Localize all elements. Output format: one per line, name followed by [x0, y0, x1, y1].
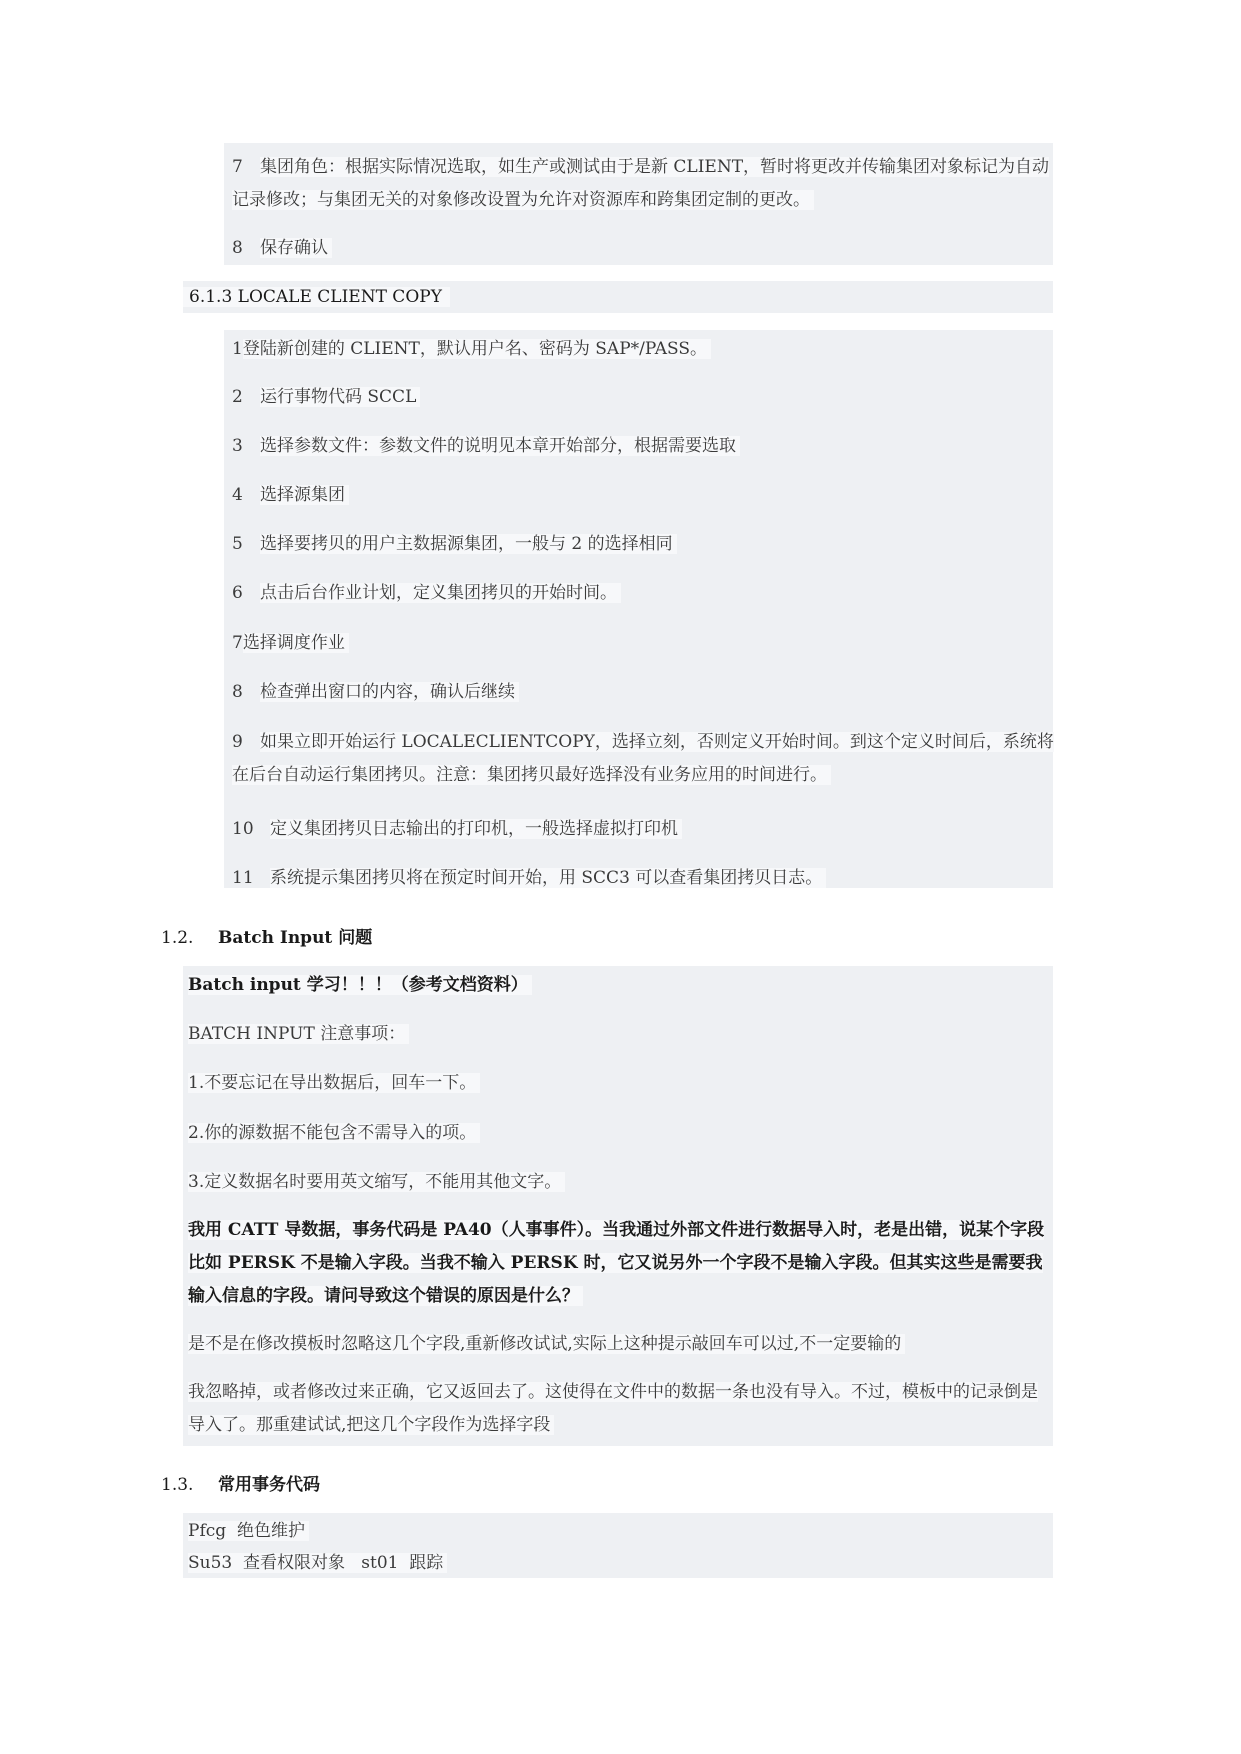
step-3: 3 选择参数文件：参数文件的说明见本章开始部分，根据需要选取	[232, 433, 740, 459]
note-2: 2.你的源数据不能包含不需导入的项。	[188, 1120, 480, 1146]
step-1: 1登陆新创建的 CLIENT，默认用户名、密码为 SAP*/PASS。	[232, 336, 711, 362]
note-1: 1.不要忘记在导出数据后，回车一下。	[188, 1070, 480, 1096]
section-12-heading: 1.2. Batch Input 问题	[161, 928, 373, 948]
tcode-row-2: Su53 查看权限对象 st01 跟踪	[188, 1550, 447, 1576]
answer-2: 我忽略掉，或者修改过来正确，它又返回去了。这使得在文件中的数据一条也没有导入。不过，模板中的记录倒是导入了。那重建试试,把这几个字段作为选择字段	[188, 1382, 1038, 1435]
step-8: 8 检查弹出窗口的内容，确认后继续	[232, 679, 519, 705]
step-10: 10 定义集团拷贝日志输出的打印机，一般选择虚拟打印机	[232, 816, 682, 842]
answer-1: 是不是在修改摸板时忽略这几个字段,重新修改试试,实际上这种提示敲回车可以过,不一定要输的	[188, 1331, 905, 1357]
step-9: 9 如果立即开始运行 LOCALECLIENTCOPY，选择立刻，否则定义开始时间。到这个定义时间后，系统将在后台自动运行集团拷贝。注意：集团拷贝最好选择没有业务应用的时间进行。	[232, 732, 1054, 785]
step-5: 5 选择要拷贝的用户主数据源集团，一般与 2 的选择相同	[232, 531, 677, 557]
tcode-row-1: Pfcg 绝色维护	[188, 1518, 309, 1544]
step-8-prev: 8 保存确认	[232, 235, 332, 261]
question-paragraph: 我用 CATT 导数据，事务代码是 PA40（人事事件）。当我通过外部文件进行数据导入时，老是出错，说某个字段比如 PERSK 不是输入字段。当我不输入 PERSK 时，它又说另外一个字段不是输入字段。但其实这些是需要我输入信息的字段。请问导致这个错误的原因是什么？	[188, 1220, 1045, 1306]
section-613-heading: 6.1.3 LOCALE CLIENT COPY	[183, 281, 1053, 313]
batch-input-notice: BATCH INPUT 注意事项：	[188, 1021, 409, 1047]
step-4: 4 选择源集团	[232, 482, 349, 508]
step-11: 11 系统提示集团拷贝将在预定时间开始，用 SCC3 可以查看集团拷贝日志。	[232, 865, 826, 891]
locale-client-copy-block	[224, 330, 1053, 888]
step-2: 2 运行事物代码 SCCL	[232, 384, 420, 410]
note-3: 3.定义数据名时要用英文缩写，不能用其他文字。	[188, 1169, 565, 1195]
step-7: 7选择调度作业	[232, 630, 349, 656]
step-7-prev: 7 集团角色：根据实际情况选取，如生产或测试由于是新 CLIENT，暂时将更改并传输集团对象标记为自动记录修改；与集团无关的对象修改设置为允许对资源库和跨集团定制的更改。	[232, 157, 1050, 210]
batch-input-title: Batch input 学习！！！（参考文档资料）	[188, 972, 532, 998]
section-13-heading: 1.3. 常用事务代码	[161, 1475, 320, 1495]
step-6: 6 点击后台作业计划，定义集团拷贝的开始时间。	[232, 580, 621, 606]
